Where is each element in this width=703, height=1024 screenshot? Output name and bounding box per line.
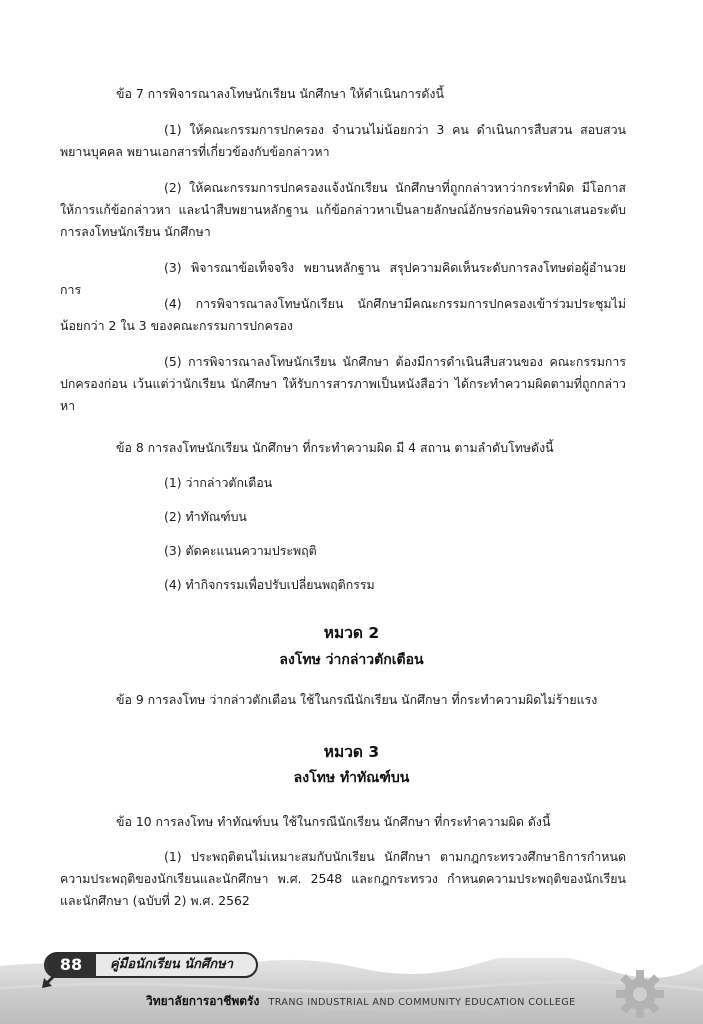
gear-icon bbox=[612, 966, 668, 1022]
page-number: 88 bbox=[46, 953, 96, 977]
article-7-item-2: (2) ให้คณะกรรมการปกครองแจ้งนักเรียน นักศึกษาที่ถูกกล่าวหาว่ากระทำผิด มีโอกาสให้การแก้ข้อกล่าวหา และนำสืบพยานหลักฐาน แก้ข้อกล่าวหาเป็นลายลักษณ์อักษรก่อนพิจารณาเสนอระดับการลงโทษนักเรียน นักศึกษา bbox=[60, 180, 626, 239]
arrow-icon bbox=[40, 970, 62, 990]
article-10: ข้อ 10 การลงโทษ ทำทัณฑ์บน ใช้ในกรณีนักเรียน นักศึกษา ที่กระทำความผิด ดังนี้ bbox=[116, 814, 551, 829]
article-10-item-1: (1) ประพฤติตนไม่เหมาะสมกับนักเรียน นักศึกษา ตามกฎกระทรวงศึกษาธิการกำหนดความประพฤติของนักเรียนและนักศึกษา พ.ศ. 2548 และกฎกระทรวง กำหนดความประพฤติของนักเรียนและนักศึกษา (ฉบับที่ 2) พ.ศ. 2562 bbox=[60, 849, 626, 908]
article-8-item-4: (4) ทำกิจกรรมเพื่อปรับเปลี่ยนพฤติกรรม bbox=[164, 577, 375, 592]
article-7-item-4: (4) การพิจารณาลงโทษนักเรียน นักศึกษามีคณะกรรมการปกครองเข้าร่วมประชุมไม่น้อยกว่า 2 ใน 3 ของคณะกรรมการปกครอง bbox=[60, 296, 626, 333]
section-2-title: หมวด 2 bbox=[323, 624, 380, 642]
book-title: คู่มือนักเรียน นักศึกษา bbox=[110, 957, 234, 972]
article-8-item-1: (1) ว่ากล่าวตักเตือน bbox=[164, 475, 273, 490]
article-8: ข้อ 8 การลงโทษนักเรียน นักศึกษา ที่กระทำความผิด มี 4 สถาน ตามลำดับโทษดังนี้ bbox=[116, 440, 554, 455]
article-7-item-5: (5) การพิจารณาลงโทษนักเรียน นักศึกษา ต้องมีการดำเนินสืบสวนของ คณะกรรมการปกครองก่อน เว้นแต่ว่านักเรียน นักศึกษา ให้รับการสารภาพเป็นหนังสือว่า ได้กระทำความผิดตามที่ถูกกล่าวหา bbox=[60, 354, 626, 413]
section-3-title: หมวด 3 bbox=[323, 743, 380, 761]
article-8-item-3: (3) ตัดคะแนนความประพฤติ bbox=[164, 543, 317, 558]
article-7-item-3: (3) พิจารณาข้อเท็จจริง พยานหลักฐาน สรุปความคิดเห็นระดับการลงโทษต่อผู้อำนวยการ bbox=[60, 260, 626, 297]
section-3-subtitle: ลงโทษ ทำทัณฑ์บน bbox=[293, 770, 410, 786]
college-name bbox=[146, 992, 576, 1008]
college-name-english: TRANG INDUSTRIAL AND COMMUNITY EDUCATION COLLEGE bbox=[268, 997, 576, 1008]
college-name-thai: วิทยาลัยการอาชีพตรัง bbox=[146, 994, 260, 1008]
article-8-item-2: (2) ทำทัณฑ์บน bbox=[164, 509, 247, 524]
section-2-subtitle: ลงโทษ ว่ากล่าวตักเตือน bbox=[279, 652, 424, 668]
article-9: ข้อ 9 การลงโทษ ว่ากล่าวตักเตือน ใช้ในกรณีนักเรียน นักศึกษา ที่กระทำความผิดไม่ร้ายแรง bbox=[116, 692, 598, 707]
article-7-item-1: (1) ให้คณะกรรมการปกครอง จำนวนไม่น้อยกว่า 3 คน ดำเนินการสืบสวน สอบสวน พยานบุคคล พยานเอกสารที่เกี่ยวข้องกับข้อกล่าวหา bbox=[60, 122, 626, 159]
article-7: ข้อ 7 การพิจารณาลงโทษนักเรียน นักศึกษา ให้ดำเนินการดังนี้ bbox=[116, 86, 444, 101]
